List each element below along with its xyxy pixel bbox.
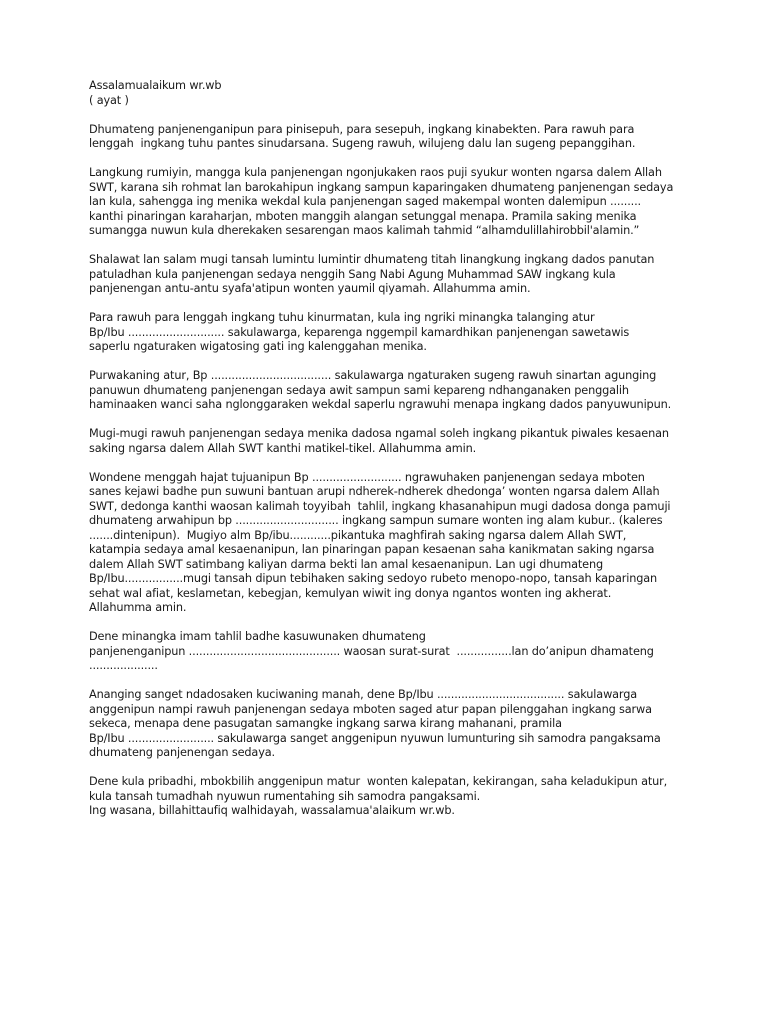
text-line: Ing wasana, billahittaufiq walhidayah, wassalamua'alaikum wr.wb. (89, 804, 455, 817)
text-line: Wondene menggah hajat tujuanipun Bp .......................... ngrawuhaken panjenengan sedaya mboten (89, 470, 645, 484)
paragraph (89, 311, 719, 355)
text-line: panuwun dhumateng panjenengan sedaya awit sampun sami kepareng ndhanganaken penggalih (89, 383, 629, 397)
paragraph (89, 369, 719, 413)
text-line: Bp/Ibu.................mugi tansah dipun tebihaken saking sedoyo rubeto menopo-nopo, tansah kaparingan (89, 572, 658, 585)
paragraph (89, 166, 719, 239)
text-line: sehat wal afiat, keslametan, kebegjan, kemulyan wiwit ing donya ngantos wonten ing akherat. (89, 586, 612, 600)
text-line: Dene kula pribadhi, mbokbilih anggenipun matur wonten kalepatan, kekirangan, saha keladukipun atur, (89, 775, 668, 788)
text-line: Assalamualaikum wr.wb (89, 79, 222, 92)
text-line: dhumateng panjenengan sedaya. (89, 746, 275, 759)
paragraph (89, 253, 719, 297)
text-line: Allahumma amin. (89, 601, 187, 614)
text-line: katampia sedaya amal kesaenanipun, lan pinaringan papan kesaenan saha kanikmatan saking ngarsa (89, 543, 655, 556)
text-line: lan kula, sahengga ing menika wekdal kula panjenengan saged makempal wonten dalemipun ......... (89, 195, 641, 208)
text-line: Langkung rumiyin, mangga kula panjenengan ngonjukaken raos puji syukur wonten ngarsa dalem Allah (89, 166, 662, 179)
paragraph (89, 79, 719, 108)
text-line: Shalawat lan salam mugi tansah lumintu lumintir dhumateng titah linangkung ingkang dados panutan (89, 253, 655, 266)
paragraph (89, 688, 719, 761)
text-line: Para rawuh para lenggah ingkang tuhu kinurmatan, kula ing ngriki minangka talanging atur (89, 311, 595, 324)
text-line: kula tansah tumadhah nyuwun rumentahing sih samodra pangaksami. (89, 789, 481, 803)
paragraph (89, 775, 719, 819)
paragraph (89, 471, 719, 616)
text-line: Dene minangka imam tahlil badhe kasuwunaken dhumateng (89, 630, 426, 643)
paragraph (89, 427, 719, 456)
text-line: .......dintenipun). Mugiyo alm Bp/ibu............pikantuka maghfirah saking ngarsa dalem Allah SWT, (89, 528, 627, 542)
text-line: panjenenganipun ............................................ waosan surat-surat ................lan do’anipun dhamateng (89, 644, 654, 658)
paragraph (89, 630, 719, 674)
text-line: Mugi-mugi rawuh panjenengan sedaya menika dadosa ngamal soleh ingkang pikantuk piwales kesaenan (89, 427, 669, 440)
text-line: ( ayat ) (89, 93, 129, 107)
text-line: patuladhan kula panjenengan sedaya nenggih Sang Nabi Agung Muhammad SAW ingkang kula (89, 267, 616, 281)
document-body (89, 79, 719, 833)
text-line: kanthi pinaringan karaharjan, mboten manggih alangan setunggal menapa. Pramila saking menika (89, 209, 637, 223)
text-line: .................... (89, 659, 158, 672)
text-line: haminaaken wanci saha nglonggaraken wekdal saperlu ngrawuhi menapa ingkang dados panyuwunipun. (89, 398, 672, 411)
text-line: panjenengan antu-antu syafa'atipun wonten yaumil qiyamah. Allahumma amin. (89, 282, 531, 295)
text-line: Dhumateng panjenenganipun para pinisepuh, para sesepuh, ingkang kinabekten. Para rawuh para (89, 122, 635, 136)
text-line: sekeca, menapa dene pasugatan samangke ingkang sarwa kirang mahanani, pramila (89, 717, 562, 730)
text-line: saperlu ngaturaken wigatosing gati ing kalenggahan menika. (89, 340, 427, 353)
text-line: Ananging sanget ndadosaken kuciwaning manah, dene Bp/Ibu ..................................... sakulawarga (89, 688, 638, 701)
text-line: Purwakaning atur, Bp ................................... sakulawarga ngaturaken sugeng rawuh sinartan agunging (89, 369, 657, 382)
text-line: lenggah ingkang tuhu pantes sinudarsana. Sugeng rawuh, wilujeng dalu lan sugeng pepanggihan. (89, 137, 636, 150)
text-line: anggenipun nampi rawuh panjenengan sedaya mboten saged atur papan pilenggahan ingkang sarwa (89, 702, 652, 716)
text-line: Bp/Ibu ......................... sakulawarga sanget anggenipun nyuwun lumunturing sih samodra pangaksama (89, 731, 661, 745)
text-line: sumangga nuwun kula dherekaken sesarengan maos kalimah tahmid “alhamdulillahirobbil'alamin.” (89, 224, 640, 237)
paragraph (89, 123, 719, 152)
text-line: SWT, karana sih rohmat lan barokahipun ingkang sampun kaparingaken dhumateng panjenengan sedaya (89, 180, 674, 194)
text-line: SWT, dedonga kanthi waosan kalimah toyyibah tahlil, ingkang khasanahipun mugi dadosa donga pamuji (89, 499, 671, 513)
text-line: dhumateng arwahipun bp .............................. ingkang sampun sumare wonten ing alam kubur.. (kaleres (89, 514, 663, 527)
text-line: sanes kejawi badhe pun suwuni bantuan arupi ndherek-ndherek dhedonga’ wonten ngarsa dalem Allah (89, 485, 660, 498)
text-line: Bp/Ibu ............................ sakulawarga, keparenga nggempil kamardhikan panjenengan sawetawis (89, 325, 630, 339)
text-line: dalem Allah SWT satimbang kaliyan darma bekti lan amal kesaenanipun. Lan ugi dhumateng (89, 557, 604, 571)
text-line: saking ngarsa dalem Allah SWT kanthi matikel-tikel. Allahumma amin. (89, 441, 477, 455)
